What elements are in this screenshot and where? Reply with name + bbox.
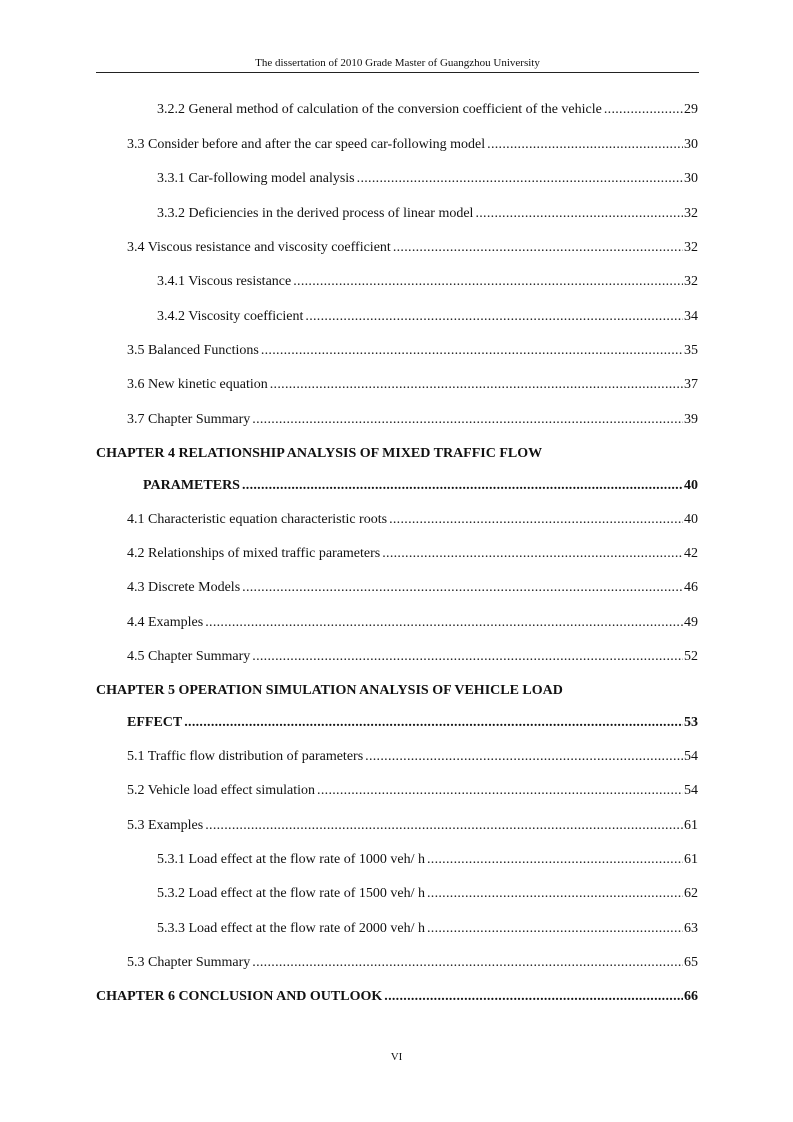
toc-entry-5-2[interactable] <box>127 782 698 800</box>
toc-entry-3-4-1[interactable] <box>157 273 698 291</box>
toc-entry-4-5[interactable] <box>127 648 698 666</box>
toc-leader-dots <box>270 376 683 394</box>
toc-leader-dots <box>365 748 683 766</box>
toc-entry-page: 32 <box>684 206 698 221</box>
toc-chapter-4[interactable] <box>143 477 698 495</box>
toc-entry-3-3-1[interactable] <box>157 170 698 188</box>
toc-entry-page: 53 <box>684 715 698 730</box>
toc-leader-dots <box>205 817 683 835</box>
toc-entry-4-2[interactable] <box>127 545 698 563</box>
toc-entry-page: 42 <box>684 546 698 561</box>
toc-leader-dots <box>252 411 683 429</box>
toc-leader-dots <box>184 714 683 732</box>
toc-entry-5-1[interactable] <box>127 748 698 766</box>
toc-entry-page: 30 <box>684 137 698 152</box>
toc-entry-title: PARAMETERS <box>143 478 240 493</box>
toc-leader-dots <box>427 851 683 869</box>
toc-entry-title: 4.4 Examples <box>127 615 204 630</box>
toc-chapter-5-title[interactable]: CHAPTER 5 OPERATION SIMULATION ANALYSIS OF VEHICLE LOAD <box>96 683 563 698</box>
toc-leader-dots <box>242 477 683 495</box>
toc-entry-page: 52 <box>684 649 698 664</box>
toc-leader-dots <box>389 511 683 529</box>
toc-leader-dots <box>382 545 683 563</box>
toc-chapter-5[interactable] <box>127 714 698 732</box>
toc-leader-dots <box>604 101 683 119</box>
toc-leader-dots <box>384 988 683 1006</box>
toc-chapter-6[interactable] <box>96 988 698 1006</box>
toc-entry-title: CHAPTER 6 CONCLUSION AND OUTLOOK <box>96 989 383 1004</box>
toc-leader-dots <box>427 885 683 903</box>
toc-leader-dots <box>475 205 683 223</box>
toc-entry-title: 5.3.1 Load effect at the flow rate of 1000 veh/ h <box>157 852 425 867</box>
toc-entry-title: 5.1 Traffic flow distribution of parameters <box>127 749 364 764</box>
toc-entry-title: EFFECT <box>127 715 183 730</box>
toc-entry-3-3[interactable] <box>127 136 698 154</box>
toc-entry-5-3-1[interactable] <box>157 851 698 869</box>
toc-entry-3-6[interactable] <box>127 376 698 394</box>
toc-entry-title: 4.5 Chapter Summary <box>127 649 251 664</box>
toc-entry-3-7[interactable] <box>127 411 698 429</box>
toc-entry-page: 34 <box>684 309 698 324</box>
toc-entry-3-5[interactable] <box>127 342 698 360</box>
toc-entry-title: 3.2.2 General method of calculation of the conversion coefficient of the vehicle <box>157 102 602 117</box>
toc-entry-title: 4.3 Discrete Models <box>127 580 241 595</box>
toc-entry-page: 32 <box>684 274 698 289</box>
toc-leader-dots <box>293 273 683 291</box>
toc-leader-dots <box>305 308 683 326</box>
toc-entry-4-1[interactable] <box>127 511 698 529</box>
toc-leader-dots <box>487 136 683 154</box>
toc-entry-5-3-2[interactable] <box>157 885 698 903</box>
toc-leader-dots <box>357 170 683 188</box>
toc-entry-page: 54 <box>684 783 698 798</box>
toc-entry-title: 5.3 Examples <box>127 818 204 833</box>
toc-leader-dots <box>252 954 683 972</box>
toc-chapter-4-title[interactable]: CHAPTER 4 RELATIONSHIP ANALYSIS OF MIXED TRAFFIC FLOW <box>96 446 543 461</box>
toc-leader-dots <box>317 782 683 800</box>
toc-leader-dots <box>427 920 683 938</box>
toc-entry-page: 63 <box>684 921 698 936</box>
toc-entry-page: 35 <box>684 343 698 358</box>
toc-leader-dots <box>261 342 683 360</box>
toc-entry-page: 54 <box>684 749 698 764</box>
toc-entry-title: 3.4.1 Viscous resistance <box>157 274 292 289</box>
toc-entry-3-3-2[interactable] <box>157 205 698 223</box>
toc-entry-5-3[interactable] <box>127 817 698 835</box>
toc-entry-title: 3.3.1 Car-following model analysis <box>157 171 355 186</box>
toc-entry-title: 3.4 Viscous resistance and viscosity coefficient <box>127 240 391 255</box>
toc-leader-dots <box>252 648 683 666</box>
toc-entry-title: 3.4.2 Viscosity coefficient <box>157 309 304 324</box>
toc-entry-3-2-2[interactable] <box>157 101 698 119</box>
toc-entry-page: 49 <box>684 615 698 630</box>
toc-entry-page: 61 <box>684 852 698 867</box>
toc-leader-dots <box>393 239 683 257</box>
toc-entry-page: 39 <box>684 412 698 427</box>
toc-entry-title: 3.3.2 Deficiencies in the derived process of linear model <box>157 206 474 221</box>
toc-entry-page: 40 <box>684 512 698 527</box>
toc-entry-3-4[interactable] <box>127 239 698 257</box>
toc-entry-title: 3.3 Consider before and after the car speed car-following model <box>127 137 486 152</box>
toc-entry-title: 5.2 Vehicle load effect simulation <box>127 783 316 798</box>
page-number: VI <box>390 1051 403 1063</box>
toc-entry-title: 3.6 New kinetic equation <box>127 377 268 392</box>
toc-entry-title: 4.1 Characteristic equation characteristic roots <box>127 512 388 527</box>
toc-entry-title: 5.3.2 Load effect at the flow rate of 1500 veh/ h <box>157 886 425 901</box>
toc-entry-page: 46 <box>684 580 698 595</box>
toc-entry-title: 3.7 Chapter Summary <box>127 412 251 427</box>
toc-entry-3-4-2[interactable] <box>157 308 698 326</box>
toc-entry-page: 30 <box>684 171 698 186</box>
toc-entry-title: 5.3 Chapter Summary <box>127 955 251 970</box>
toc-entry-title: 3.5 Balanced Functions <box>127 343 259 358</box>
toc-entry-title: 5.3.3 Load effect at the flow rate of 2000 veh/ h <box>157 921 425 936</box>
running-header: The dissertation of 2010 Grade Master of Guangzhou University <box>255 57 540 69</box>
toc-entry-page: 66 <box>684 989 698 1004</box>
toc-entry-page: 62 <box>684 886 698 901</box>
toc-entry-5-3-3[interactable] <box>157 920 698 938</box>
toc-entry-4-3[interactable] <box>127 579 698 597</box>
toc-entry-4-4[interactable] <box>127 614 698 632</box>
toc-leader-dots <box>205 614 683 632</box>
toc-entry-page: 37 <box>684 377 698 392</box>
toc-entry-page: 61 <box>684 818 698 833</box>
toc-leader-dots <box>242 579 683 597</box>
toc-entry-page: 40 <box>684 478 698 493</box>
toc-entry-page: 29 <box>684 102 698 117</box>
toc-entry-title: 4.2 Relationships of mixed traffic parameters <box>127 546 381 561</box>
toc-entry-5-4[interactable] <box>127 954 698 972</box>
toc-entry-page: 32 <box>684 240 698 255</box>
toc-entry-page: 65 <box>684 955 698 970</box>
